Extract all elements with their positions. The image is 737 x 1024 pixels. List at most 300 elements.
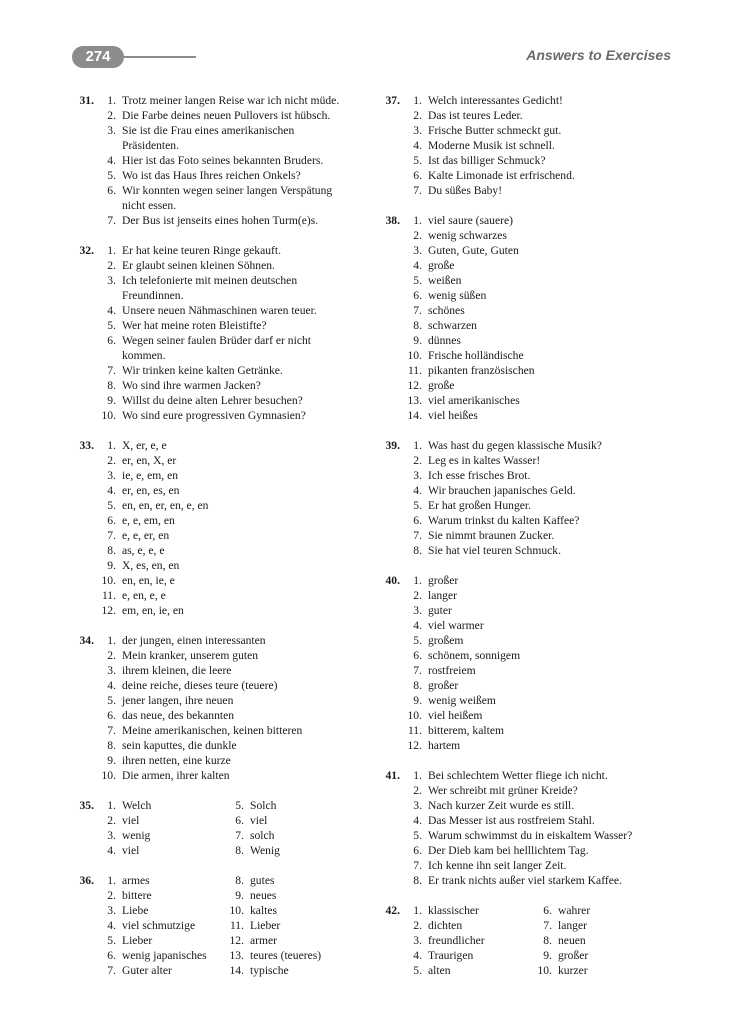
item-number: 1. (107, 94, 116, 107)
answer-item (380, 588, 670, 603)
answer-text: Der Bus ist jenseits eines hohen Turm(e)s. (122, 214, 319, 227)
item-number: 8. (413, 544, 422, 557)
answer-text: Wir trinken keine kalten Getränke. (122, 364, 283, 377)
exercise-number (74, 213, 94, 228)
exercise-number (74, 588, 94, 603)
answer-text: viel (250, 814, 268, 827)
answer-text: em, en, ie, en (122, 604, 184, 617)
answer-item (74, 768, 370, 783)
answer-text: Er hat großen Hunger. (428, 499, 532, 512)
exercise-32 (74, 243, 370, 423)
answer-text: Lieber (122, 934, 153, 947)
item-number: 5. (107, 499, 116, 512)
answer-item (74, 468, 370, 483)
item-number: 2. (413, 229, 422, 242)
item-number: 7. (107, 724, 116, 737)
answer-item (74, 168, 370, 183)
answer-text: armer (250, 934, 278, 947)
exercise-number (380, 858, 400, 873)
item-number: 3. (413, 934, 422, 947)
answer-item (530, 903, 660, 918)
item-number: 5. (413, 154, 422, 167)
answer-text: Unsere neuen Nähmaschinen waren teuer. (122, 304, 317, 317)
answer-text-continuation: Freundinnen. (122, 289, 184, 302)
exercise-number (380, 738, 400, 753)
answer-text-continuation: Präsidenten. (122, 139, 179, 152)
item-number: 4. (107, 844, 116, 857)
answer-item (74, 498, 370, 513)
item-number: 9. (107, 394, 116, 407)
exercise-number (74, 648, 94, 663)
item-number: 9. (235, 889, 244, 902)
answer-item (74, 543, 370, 558)
answer-item (222, 903, 362, 918)
answer-text: Liebe (122, 904, 149, 917)
item-number: 2. (107, 454, 116, 467)
exercise-number: 32. (79, 244, 94, 257)
exercise-number (74, 663, 94, 678)
item-number: 9. (107, 559, 116, 572)
answer-text: wenig süßen (428, 289, 487, 302)
answer-item (74, 903, 222, 918)
item-number: 11. (407, 724, 422, 737)
answer-text: hartem (428, 739, 461, 752)
answer-text: Sie nimmt braunen Zucker. (428, 529, 555, 542)
answer-item (380, 918, 530, 933)
exercise-number: 41. (385, 769, 400, 782)
answer-text: bitterem, kaltem (428, 724, 504, 737)
answer-text: Frische holländische (428, 349, 524, 362)
exercise-number (74, 333, 94, 348)
page-number-badge: 274 (72, 46, 124, 68)
item-number: 4. (107, 919, 116, 932)
answer-item (380, 648, 670, 663)
item-number: 5. (107, 694, 116, 707)
answer-text: dichten (428, 919, 463, 932)
answer-item (380, 783, 670, 798)
item-number: 7. (543, 919, 552, 932)
exercise-number (380, 138, 400, 153)
answer-item (74, 648, 370, 663)
exercise-number (74, 408, 94, 423)
exercise-number: 33. (79, 439, 94, 452)
answer-text: Mein kranker, unserem guten (122, 649, 259, 662)
answer-item (380, 408, 670, 423)
answer-text: teures (teueres) (250, 949, 322, 962)
exercise-number (74, 363, 94, 378)
answer-item (74, 588, 370, 603)
answer-text: weißen (428, 274, 462, 287)
item-number: 1. (107, 634, 116, 647)
exercise-number (380, 108, 400, 123)
exercise-number (380, 168, 400, 183)
item-number: 5. (107, 169, 116, 182)
exercise-number (74, 738, 94, 753)
item-number: 2. (107, 814, 116, 827)
answer-text: Ich esse frisches Brot. (428, 469, 531, 482)
answer-text: viel saure (sauere) (428, 214, 513, 227)
answer-text: gutes (250, 874, 275, 887)
answer-item (74, 918, 222, 933)
answer-text: neues (250, 889, 277, 902)
item-number: 3. (107, 664, 116, 677)
answer-text: kurzer (558, 964, 588, 977)
item-number: 14. (407, 409, 422, 422)
answer-text: deine reiche, dieses teure (teuere) (122, 679, 278, 692)
exercise-number (74, 603, 94, 618)
answer-text: großer (558, 949, 589, 962)
item-number: 1. (413, 439, 422, 452)
answer-item (380, 258, 670, 273)
exercise-number (74, 183, 94, 198)
item-number: 10. (407, 349, 422, 362)
exercise-number (380, 123, 400, 138)
answer-text: viel amerikanisches (428, 394, 520, 407)
item-number: 1. (107, 244, 116, 257)
item-number: 12. (101, 604, 116, 617)
item-number: 13. (407, 394, 422, 407)
answer-item (222, 813, 362, 828)
item-number: 9. (413, 694, 422, 707)
item-number: 2. (413, 109, 422, 122)
item-number: 4. (107, 154, 116, 167)
answer-item (74, 813, 222, 828)
exercise-number (74, 813, 94, 828)
answer-text: große (428, 379, 455, 392)
item-number: 5. (413, 274, 422, 287)
answer-item (380, 543, 670, 558)
answer-item (380, 93, 670, 108)
exercise-number (74, 168, 94, 183)
item-number: 5. (413, 829, 422, 842)
exercise-41 (380, 768, 670, 888)
answer-item (222, 948, 362, 963)
exercise-number (74, 258, 94, 273)
exercise-number (380, 678, 400, 693)
item-number: 4. (413, 259, 422, 272)
answer-text: e, en, e, e (122, 589, 166, 602)
item-number: 2. (107, 259, 116, 272)
answer-text: großer (428, 574, 459, 587)
answer-item (380, 633, 670, 648)
answer-item (74, 963, 222, 978)
item-number: 7. (107, 529, 116, 542)
answer-item (380, 333, 670, 348)
item-number: 4. (107, 304, 116, 317)
exercise-number (380, 723, 400, 738)
exercise-number (380, 243, 400, 258)
answer-text: Ich telefonierte mit meinen deutschen (122, 274, 298, 287)
exercise-number (380, 618, 400, 633)
answer-item (74, 513, 370, 528)
answer-text: Traurigen (428, 949, 474, 962)
item-number: 7. (413, 304, 422, 317)
item-number: 1. (413, 214, 422, 227)
answer-item (74, 378, 370, 393)
answer-text: der jungen, einen interessanten (122, 634, 266, 647)
item-number: 8. (543, 934, 552, 947)
answer-text: Was hast du gegen klassische Musik? (428, 439, 602, 452)
answer-item (380, 513, 670, 528)
answer-text: viel (122, 844, 140, 857)
answer-item (380, 123, 670, 138)
answer-item (74, 663, 370, 678)
answer-text: große (428, 259, 455, 272)
answer-text: e, e, em, en (122, 514, 175, 527)
exercise-number (380, 633, 400, 648)
exercise-number (380, 843, 400, 858)
answer-item (380, 618, 670, 633)
answer-text: guter (428, 604, 452, 617)
answer-item (380, 108, 670, 123)
answer-text: Kalte Limonade ist erfrischend. (428, 169, 575, 182)
exercise-number (74, 903, 94, 918)
answer-text: Das Messer ist aus rostfreiem Stahl. (428, 814, 595, 827)
exercise-33 (74, 438, 370, 618)
answer-item (530, 963, 660, 978)
exercise-number: 39. (385, 439, 400, 452)
answer-item (380, 468, 670, 483)
page-header (0, 0, 737, 80)
exercise-35 (74, 798, 370, 858)
exercise-number (380, 258, 400, 273)
answer-text: großer (428, 679, 459, 692)
exercise-number (74, 918, 94, 933)
item-number: 5. (107, 319, 116, 332)
exercise-number (74, 828, 94, 843)
exercise-number: 35. (79, 799, 94, 812)
exercise-number (380, 183, 400, 198)
item-number: 6. (413, 289, 422, 302)
item-number: 7. (235, 829, 244, 842)
item-number: 3. (413, 469, 422, 482)
answer-item (530, 933, 660, 948)
item-number: 4. (413, 619, 422, 632)
exercise-number (74, 108, 94, 123)
answer-item (380, 963, 530, 978)
exercise-number (74, 483, 94, 498)
answer-text: Frische Butter schmeckt gut. (428, 124, 562, 137)
answer-item (380, 828, 670, 843)
answer-text: Wir konnten wegen seiner langen Verspätung (122, 184, 333, 197)
answer-text: schönem, sonnigem (428, 649, 521, 662)
exercise-number (74, 948, 94, 963)
item-number: 3. (413, 799, 422, 812)
answer-item (380, 933, 530, 948)
exercise-number (74, 543, 94, 558)
exercise-number (380, 603, 400, 618)
exercise-number (380, 498, 400, 513)
exercise-number (380, 303, 400, 318)
exercise-number: 37. (385, 94, 400, 107)
answer-text: Ich kenne ihn seit langer Zeit. (428, 859, 567, 872)
answer-text: viel heißes (428, 409, 478, 422)
item-number: 6. (107, 514, 116, 527)
answer-item (380, 843, 670, 858)
answer-item (380, 378, 670, 393)
exercise-number (380, 348, 400, 363)
answer-text: Welch interessantes Gedicht! (428, 94, 563, 107)
item-number: 5. (235, 799, 244, 812)
exercise-number (380, 228, 400, 243)
answer-text: Welch (122, 799, 152, 812)
exercise-number: 36. (79, 874, 94, 887)
answer-text: e, e, er, en (122, 529, 170, 542)
answer-text: Sie ist die Frau eines amerikanischen (122, 124, 295, 137)
item-number: 12. (407, 379, 422, 392)
answer-text: kaltes (250, 904, 278, 917)
exercise-number (380, 318, 400, 333)
right-column (380, 93, 670, 993)
item-number: 2. (107, 109, 116, 122)
exercise-number (380, 393, 400, 408)
answer-item (74, 303, 370, 318)
item-number: 1. (107, 439, 116, 452)
exercise-number (380, 408, 400, 423)
exercise-31 (74, 93, 370, 228)
answer-text: Die Farbe deines neuen Pullovers ist hübsch. (122, 109, 331, 122)
exercise-number (74, 768, 94, 783)
exercise-number (380, 798, 400, 813)
exercise-number (380, 918, 400, 933)
exercise-38 (380, 213, 670, 423)
item-number: 5. (413, 964, 422, 977)
answer-item (74, 528, 370, 543)
answer-text: schönes (428, 304, 465, 317)
answer-text: X, es, en, en (122, 559, 180, 572)
exercise-37 (380, 93, 670, 198)
exercise-number (74, 378, 94, 393)
item-number: 1. (107, 799, 116, 812)
exercise-number (380, 468, 400, 483)
answer-text: Trotz meiner langen Reise war ich nicht müde. (122, 94, 340, 107)
answer-item (380, 678, 670, 693)
item-number: 1. (107, 874, 116, 887)
item-number: 6. (107, 334, 116, 347)
item-number: 6. (107, 949, 116, 962)
answer-text: wenig weißem (428, 694, 496, 707)
answer-item (74, 723, 370, 738)
exercise-number: 31. (79, 94, 94, 107)
answer-text: ihren netten, eine kurze (122, 754, 231, 767)
answer-item (74, 123, 370, 138)
answer-text: wahrer (558, 904, 591, 917)
exercise-number (74, 723, 94, 738)
answer-text: typische (250, 964, 289, 977)
answer-item (74, 933, 222, 948)
item-number: 6. (413, 844, 422, 857)
answer-text: Wo ist das Haus Ihres reichen Onkels? (122, 169, 301, 182)
answer-item (74, 273, 370, 288)
answer-text: Die armen, ihrer kalten (122, 769, 230, 782)
exercise-number (74, 513, 94, 528)
item-number: 8. (413, 874, 422, 887)
answer-text: Hier ist das Foto seines bekannten Bruders. (122, 154, 324, 167)
answer-item (380, 183, 670, 198)
answer-text: viel (122, 814, 140, 827)
answer-item (74, 873, 222, 888)
answer-item (74, 453, 370, 468)
item-number: 1. (413, 769, 422, 782)
answer-item (380, 453, 670, 468)
exercise-39 (380, 438, 670, 558)
answer-item (380, 663, 670, 678)
answer-text: Er trank nichts außer viel starkem Kaffee. (428, 874, 622, 887)
answer-text: en, en, ie, e (122, 574, 175, 587)
answer-item (74, 393, 370, 408)
answer-item (222, 963, 362, 978)
exercise-number (74, 573, 94, 588)
answer-item (380, 288, 670, 303)
answer-text: Meine amerikanischen, keinen bitteren (122, 724, 303, 737)
answer-item (380, 438, 670, 453)
answer-item (380, 903, 530, 918)
exercise-number (74, 318, 94, 333)
answer-item (380, 693, 670, 708)
item-number: 7. (107, 364, 116, 377)
answer-text-continuation: kommen. (122, 349, 166, 362)
answer-item (380, 873, 670, 888)
item-number: 7. (413, 859, 422, 872)
exercise-number (380, 693, 400, 708)
answer-text: Wo sind ihre warmen Jacken? (122, 379, 261, 392)
answer-text: Leg es in kaltes Wasser! (428, 454, 541, 467)
answer-text: Ist das billiger Schmuck? (428, 154, 546, 167)
answer-item (380, 348, 670, 363)
exercise-number (380, 963, 400, 978)
exercise-number (74, 453, 94, 468)
answer-item (74, 708, 370, 723)
answer-item (74, 558, 370, 573)
answer-item (74, 678, 370, 693)
answer-item (74, 828, 222, 843)
exercise-number (74, 678, 94, 693)
exercise-number (380, 708, 400, 723)
answer-text: Er hat keine teuren Ringe gekauft. (122, 244, 282, 257)
exercise-number (380, 453, 400, 468)
header-rule (120, 56, 196, 58)
exercise-number (380, 948, 400, 963)
exercise-number: 38. (385, 214, 400, 227)
exercise-number (380, 288, 400, 303)
answer-text: Nach kurzer Zeit wurde es still. (428, 799, 575, 812)
exercise-number (380, 783, 400, 798)
answer-item (380, 483, 670, 498)
item-number: 11. (101, 589, 116, 602)
answer-text: Warum trinkst du kalten Kaffee? (428, 514, 580, 527)
item-number: 8. (235, 844, 244, 857)
exercise-34 (74, 633, 370, 783)
exercise-number (74, 153, 94, 168)
item-number: 8. (107, 739, 116, 752)
answer-text: Guten, Gute, Guten (428, 244, 519, 257)
answer-text: Du süßes Baby! (428, 184, 503, 197)
answer-text: Er glaubt seinen kleinen Söhnen. (122, 259, 275, 272)
item-number: 9. (413, 334, 422, 347)
answer-text: Wer schreibt mit grüner Kreide? (428, 784, 578, 797)
exercise-number (380, 153, 400, 168)
exercise-number (380, 933, 400, 948)
item-number: 2. (107, 889, 116, 902)
answer-text: solch (250, 829, 275, 842)
answer-item (380, 573, 670, 588)
item-number: 1. (413, 904, 422, 917)
exercise-number (74, 708, 94, 723)
answer-item (380, 723, 670, 738)
exercise-number (74, 753, 94, 768)
answer-text: dünnes (428, 334, 461, 347)
answer-text: Sie hat viel teuren Schmuck. (428, 544, 561, 557)
